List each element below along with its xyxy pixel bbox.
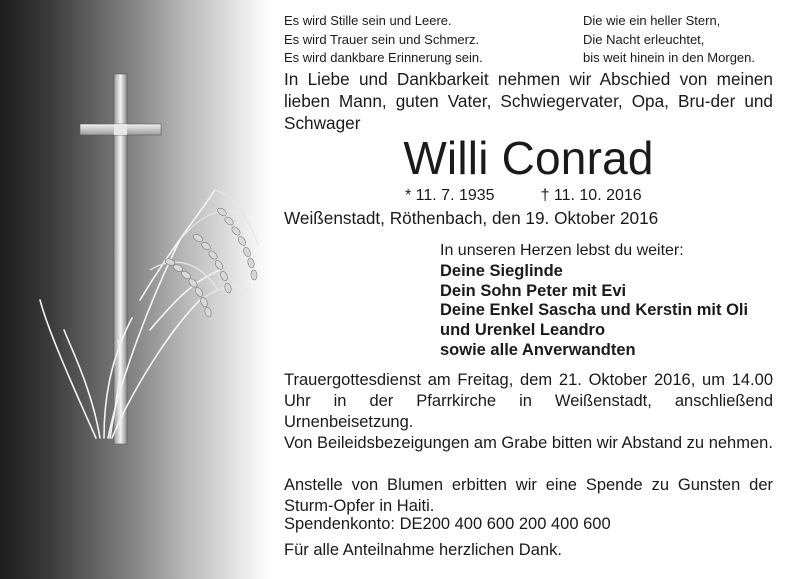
condolences-text: Von Beileidsbezeigungen am Grabe bitten wir Abstand zu nehmen.: [284, 434, 773, 452]
deceased-name: Willi Conrad: [403, 132, 654, 184]
survivor-item: Deine Enkel Sascha und Kerstin mit Oli: [440, 301, 749, 320]
poem-line: bis weit hinein in den Morgen.: [583, 50, 755, 65]
poem-left: [284, 12, 483, 68]
hearts-line: In unseren Herzen lebst du weiter:: [440, 242, 684, 259]
survivor-item: Dein Sohn Peter mit Evi: [440, 281, 627, 300]
wheat-icon: [0, 0, 272, 579]
poem-right: [583, 12, 755, 68]
survivor-item: Deine Sieglinde: [440, 262, 563, 280]
donation-account: Spendenkonto: DE200 400 600 200 400 600: [284, 515, 611, 533]
life-dates: [405, 186, 642, 206]
death-date: † 11. 10. 2016: [540, 187, 642, 204]
birth-date: * 11. 7. 1935: [405, 187, 495, 204]
flowers-text: Anstelle von Blumen erbitten wir eine Spende zu Gunsten der Sturm-Opfer in Haiti.: [284, 476, 773, 515]
survivor-item: und Urenkel Leandro: [440, 321, 606, 340]
decorative-panel: [0, 0, 272, 579]
poem-line: Es wird Stille sein und Leere.: [284, 13, 452, 28]
poem-line: Es wird Trauer sein und Schmerz.: [284, 31, 480, 47]
poem-line: Die wie ein heller Stern,: [583, 13, 721, 28]
intro-text: In Liebe und Dankbarkeit nehmen wir Abschied von meinen lieben Mann, guten Vater, Schwiegervater, Opa, Bru-der und Schwager: [284, 69, 773, 133]
survivor-item: sowie alle Anverwandten: [440, 340, 636, 359]
thanks-text: Für alle Anteilnahme herzlichen Dank.: [284, 541, 562, 559]
poem-line: Es wird dankbare Erinnerung sein.: [284, 50, 483, 65]
funeral-text: Trauergottesdienst am Freitag, dem 21. Oktober 2016, um 14.00 Uhr in der Pfarrkirche in Weißenstadt, anschließend Urnenbeisetzung.: [284, 371, 773, 431]
survivors-list: [440, 262, 748, 361]
place-date: Weißenstadt, Röthenbach, den 19. Oktober 2016: [284, 208, 659, 228]
poem-line: Die Nacht erleuchtet,: [583, 31, 705, 47]
